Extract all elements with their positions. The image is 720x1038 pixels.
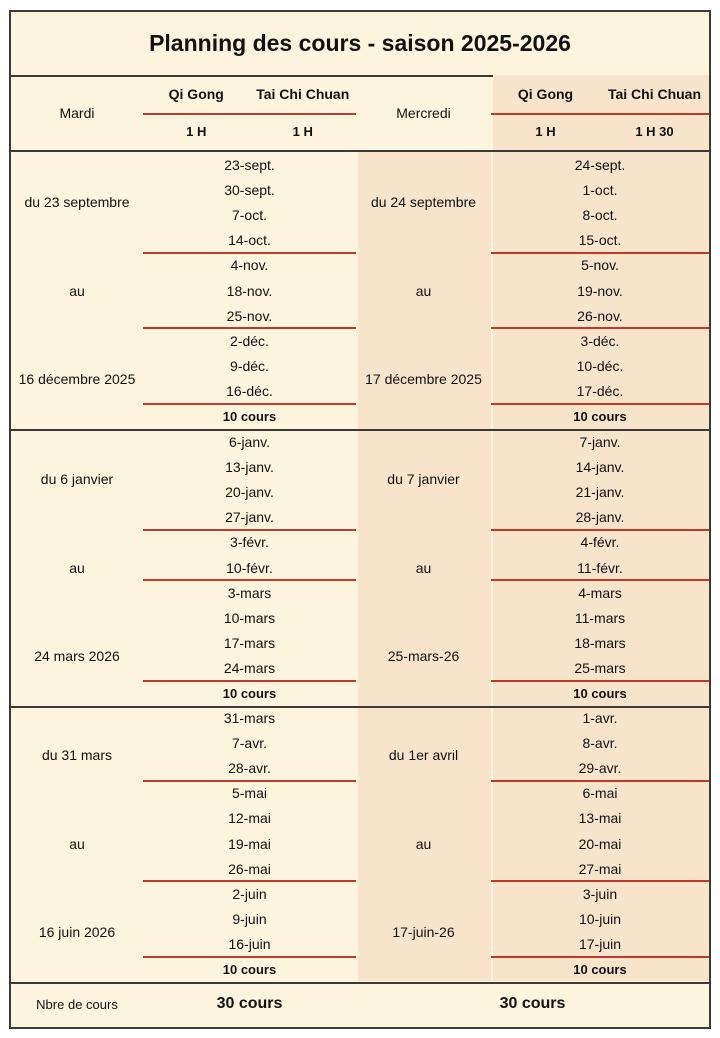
course-header-left-tai-chi: Tai Chi Chuan <box>256 86 350 102</box>
date-wednesday: 3-déc. <box>580 332 620 349</box>
date-tuesday: 7-oct. <box>231 206 267 223</box>
date-wednesday: 21-janv. <box>575 483 625 500</box>
date-wednesday: 6-mai <box>582 785 618 802</box>
date-tuesday: 13-janv. <box>225 458 274 475</box>
date-tuesday: 2-juin <box>232 885 267 902</box>
date-tuesday: 10-mars <box>223 609 276 626</box>
date-tuesday: 26-mai <box>228 860 271 877</box>
date-wednesday: 11-févr. <box>577 559 623 576</box>
date-wednesday: 11-mars <box>574 609 626 626</box>
date-wednesday: 20-mai <box>578 835 622 852</box>
date-tuesday: 16-déc. <box>226 383 273 400</box>
period-range-wednesday: au <box>415 282 432 299</box>
period-range-tuesday: du 31 mars <box>41 746 113 763</box>
period-range-wednesday: au <box>415 559 432 576</box>
period-range-wednesday: 17-juin-26 <box>392 924 455 941</box>
date-tuesday: 16-juin <box>228 936 271 953</box>
date-wednesday: 8-avr. <box>582 734 618 751</box>
date-tuesday: 9-déc. <box>230 358 269 375</box>
date-wednesday: 1-oct. <box>582 181 618 198</box>
date-tuesday: 24-mars <box>223 660 276 677</box>
period-range-tuesday: du 23 septembre <box>24 193 130 210</box>
date-wednesday: 18-mars <box>574 635 626 652</box>
date-wednesday: 24-sept. <box>574 156 626 173</box>
period-range-tuesday: au <box>69 559 85 576</box>
footer-label: Nbre de cours <box>36 996 118 1012</box>
date-wednesday: 17-déc. <box>576 383 624 400</box>
footer-total-tuesday: 30 cours <box>216 995 283 1012</box>
course-header-left-qi-gong: Qi Gong <box>168 86 224 102</box>
date-tuesday: 5-mai <box>231 785 267 802</box>
date-tuesday: 12-mai <box>228 810 271 827</box>
period-total-right: 10 cours <box>573 962 627 978</box>
date-wednesday: 1-avr. <box>582 709 618 726</box>
date-tuesday: 17-mars <box>223 635 276 652</box>
date-wednesday: 27-mai <box>578 860 622 877</box>
period-total-right: 10 cours <box>573 409 627 425</box>
date-tuesday: 23-sept. <box>224 156 275 173</box>
date-wednesday: 10-déc. <box>576 358 624 375</box>
day-label-tuesday: Mardi <box>59 104 95 121</box>
date-tuesday: 28-avr. <box>228 759 271 776</box>
date-wednesday: 29-avr. <box>578 759 622 776</box>
date-tuesday: 31-mars <box>223 709 276 726</box>
period-total-left: 10 cours <box>222 686 277 702</box>
period-total-left: 10 cours <box>222 409 277 425</box>
period-range-wednesday: au <box>415 835 432 852</box>
course-header-right-qi-gong: Qi Gong <box>517 86 574 102</box>
duration-left-tai-chi: 1 H <box>292 124 313 139</box>
date-wednesday: 4-févr. <box>580 534 620 551</box>
date-tuesday: 4-nov. <box>230 257 269 274</box>
date-wednesday: 7-janv. <box>579 433 621 450</box>
date-tuesday: 9-juin <box>232 911 267 928</box>
date-tuesday: 10-févr. <box>226 559 273 576</box>
period-range-tuesday: au <box>69 835 85 852</box>
date-wednesday: 3-juin <box>582 885 618 902</box>
date-tuesday: 14-oct. <box>228 232 271 249</box>
date-tuesday: 19-mai <box>228 835 271 852</box>
date-wednesday: 4-mars <box>578 584 622 601</box>
period-range-tuesday: 24 mars 2026 <box>34 648 120 665</box>
date-wednesday: 28-janv. <box>575 509 625 526</box>
duration-left-qi-gong: 1 H <box>186 124 207 139</box>
date-wednesday: 5-nov. <box>581 257 619 274</box>
schedule-sheet <box>9 10 711 1029</box>
period-range-tuesday: 16 décembre 2025 <box>18 371 136 388</box>
period-range-tuesday: 16 juin 2026 <box>38 924 116 941</box>
period-range-wednesday: 17 décembre 2025 <box>365 371 482 388</box>
date-wednesday: 15-oct. <box>578 232 622 249</box>
page-title: Planning des cours - saison 2025-2026 <box>11 12 709 77</box>
period-total-right: 10 cours <box>573 686 627 702</box>
period-range-wednesday: du 1er avril <box>388 746 459 763</box>
date-tuesday: 3-mars <box>227 584 272 601</box>
date-wednesday: 13-mai <box>578 810 622 827</box>
header-bottom-border <box>11 150 709 152</box>
date-wednesday: 17-juin <box>578 936 622 953</box>
date-wednesday: 25-mars <box>574 660 626 677</box>
course-header-right-tai-chi: Tai Chi Chuan <box>607 86 702 102</box>
date-wednesday: 14-janv. <box>575 458 625 475</box>
date-wednesday: 19-nov. <box>577 282 623 299</box>
period-range-tuesday: du 6 janvier <box>40 470 114 487</box>
period-range-wednesday: du 7 janvier <box>387 470 460 487</box>
date-tuesday: 6-janv. <box>229 433 270 450</box>
duration-right-tai-chi: 1 H 30 <box>635 124 674 139</box>
date-wednesday: 8-oct. <box>582 206 618 223</box>
period-range-tuesday: au <box>69 282 85 299</box>
period-range-wednesday: du 24 septembre <box>370 193 477 210</box>
date-tuesday: 3-févr. <box>230 534 269 551</box>
date-wednesday: 10-juin <box>578 911 622 928</box>
date-tuesday: 18-nov. <box>226 282 273 299</box>
period-range-wednesday: 25-mars-26 <box>387 648 460 665</box>
date-tuesday: 2-déc. <box>230 332 269 349</box>
date-tuesday: 30-sept. <box>224 181 275 198</box>
date-tuesday: 7-avr. <box>231 734 267 751</box>
date-tuesday: 27-janv. <box>225 509 274 526</box>
day-label-wednesday: Mercredi <box>396 104 451 121</box>
duration-right-qi-gong: 1 H <box>535 124 556 139</box>
date-tuesday: 25-nov. <box>226 307 273 324</box>
date-tuesday: 20-janv. <box>225 483 274 500</box>
date-wednesday: 26-nov. <box>577 307 623 324</box>
footer-total-wednesday: 30 cours <box>499 995 566 1012</box>
period-total-left: 10 cours <box>222 962 277 978</box>
